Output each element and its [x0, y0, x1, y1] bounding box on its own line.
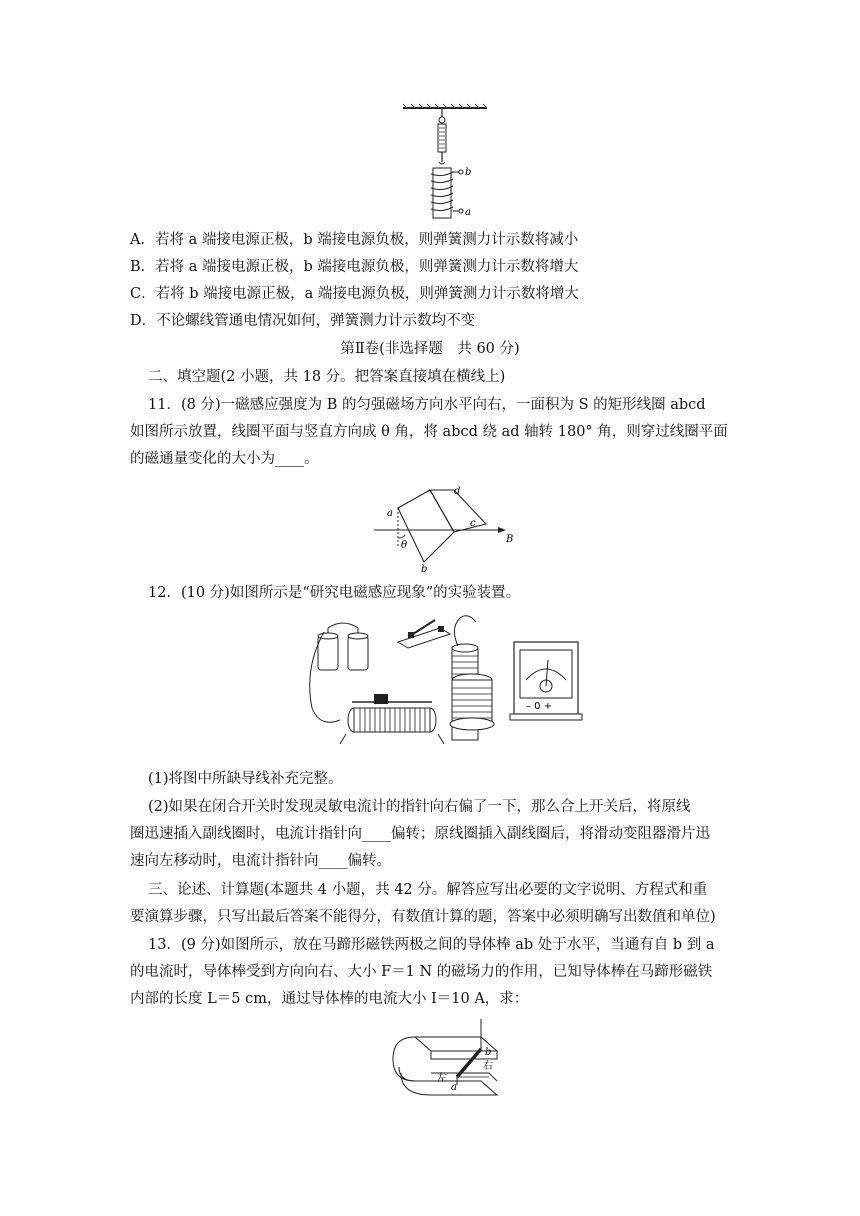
spring-label-a: a — [465, 207, 471, 218]
calc-heading-line-2: 要演算步骤，只写出最后答案不能得分，有数值计算的题，答案中必须明确写出数值和单位) — [130, 909, 716, 925]
q10-option-c: C．若将 b 端接电源正极，a 端接电源负极，则弹簧测力计示数将增大 — [130, 286, 579, 302]
coil-label-c: c — [470, 518, 476, 529]
coil-label-b: b — [421, 564, 428, 572]
spring-scale-figure — [395, 100, 495, 225]
q10-option-a: A．若将 a 端接电源正极，b 端接电源负极，则弹簧测力计示数将减小 — [130, 232, 579, 248]
coil-field-figure — [370, 482, 530, 572]
induction-apparatus-figure — [300, 608, 590, 748]
horseshoe-magnet-figure — [385, 1015, 515, 1100]
q11-line-1: 11．(8 分)一磁感应强度为 B 的匀强磁场方向水平向右，一面积为 S 的矩形线圈 abcd — [148, 397, 706, 413]
q11-line-2: 如图所示放置，线圈平面与竖直方向成 θ 角，将 abcd 绕 ad 轴转 180° 角，则穿过线圈平面 — [130, 424, 728, 440]
coil-label-theta: θ — [401, 540, 408, 551]
rod-label-b: b — [485, 1047, 492, 1058]
fill-blank-heading: 二、填空题(2 小题，共 18 分。把答案直接填在横线上) — [148, 369, 506, 385]
meter-scale-label: – 0 + — [526, 701, 553, 712]
q12-part-2-line-3: 速向左移动时，电流计指针向____偏转。 — [130, 853, 391, 869]
q12-part-2-line-1: (2)如果在闭合开关时发现灵敏电流计的指针向右偏了一下，那么合上开关后，将原线 — [148, 799, 691, 815]
label-left: 左 — [437, 1073, 447, 1084]
q10-option-d: D．不论螺线管通电情况如何，弹簧测力计示数均不变 — [130, 313, 476, 329]
q12-part-1: (1)将图中所缺导线补充完整。 — [148, 771, 343, 787]
q11-line-3: 的磁通量变化的大小为____。 — [130, 451, 319, 467]
spring-label-b: b — [465, 167, 472, 178]
q13-line-3: 内部的长度 L＝5 cm，通过导体棒的电流大小 I＝10 A，求： — [130, 991, 529, 1007]
q13-line-1: 13．(9 分)如图所示，放在马蹄形磁铁两极之间的导体棒 ab 处于水平，当通有自 b 到 a — [148, 937, 715, 953]
q12-title: 12．(10 分)如图所示是“研究电磁感应现象”的实验装置。 — [148, 585, 521, 601]
q13-line-2: 的电流时，导体棒受到方向向右、大小 F＝1 N 的磁场力的作用，已知导体棒在马蹄形磁铁 — [130, 964, 713, 980]
label-right: 右 — [483, 1061, 493, 1072]
section2-title: 第Ⅱ卷(非选择题 共 60 分) — [340, 341, 520, 357]
field-label-B: B — [506, 534, 514, 545]
calc-heading-line-1: 三、论述、计算题(本题共 4 小题，共 42 分。解答应写出必要的文字说明、方程式和重 — [148, 882, 708, 898]
rod-label-a: a — [451, 1082, 457, 1093]
q10-option-b: B．若将 a 端接电源正极，b 端接电源负极，则弹簧测力计示数将增大 — [130, 259, 579, 275]
q12-part-2-line-2: 圈迅速插入副线圈时，电流计指针向____偏转；原线圈插入副线圈后，将滑动变阻器滑片迅 — [130, 826, 710, 842]
coil-label-d: d — [454, 486, 461, 497]
coil-label-a: a — [387, 508, 393, 519]
